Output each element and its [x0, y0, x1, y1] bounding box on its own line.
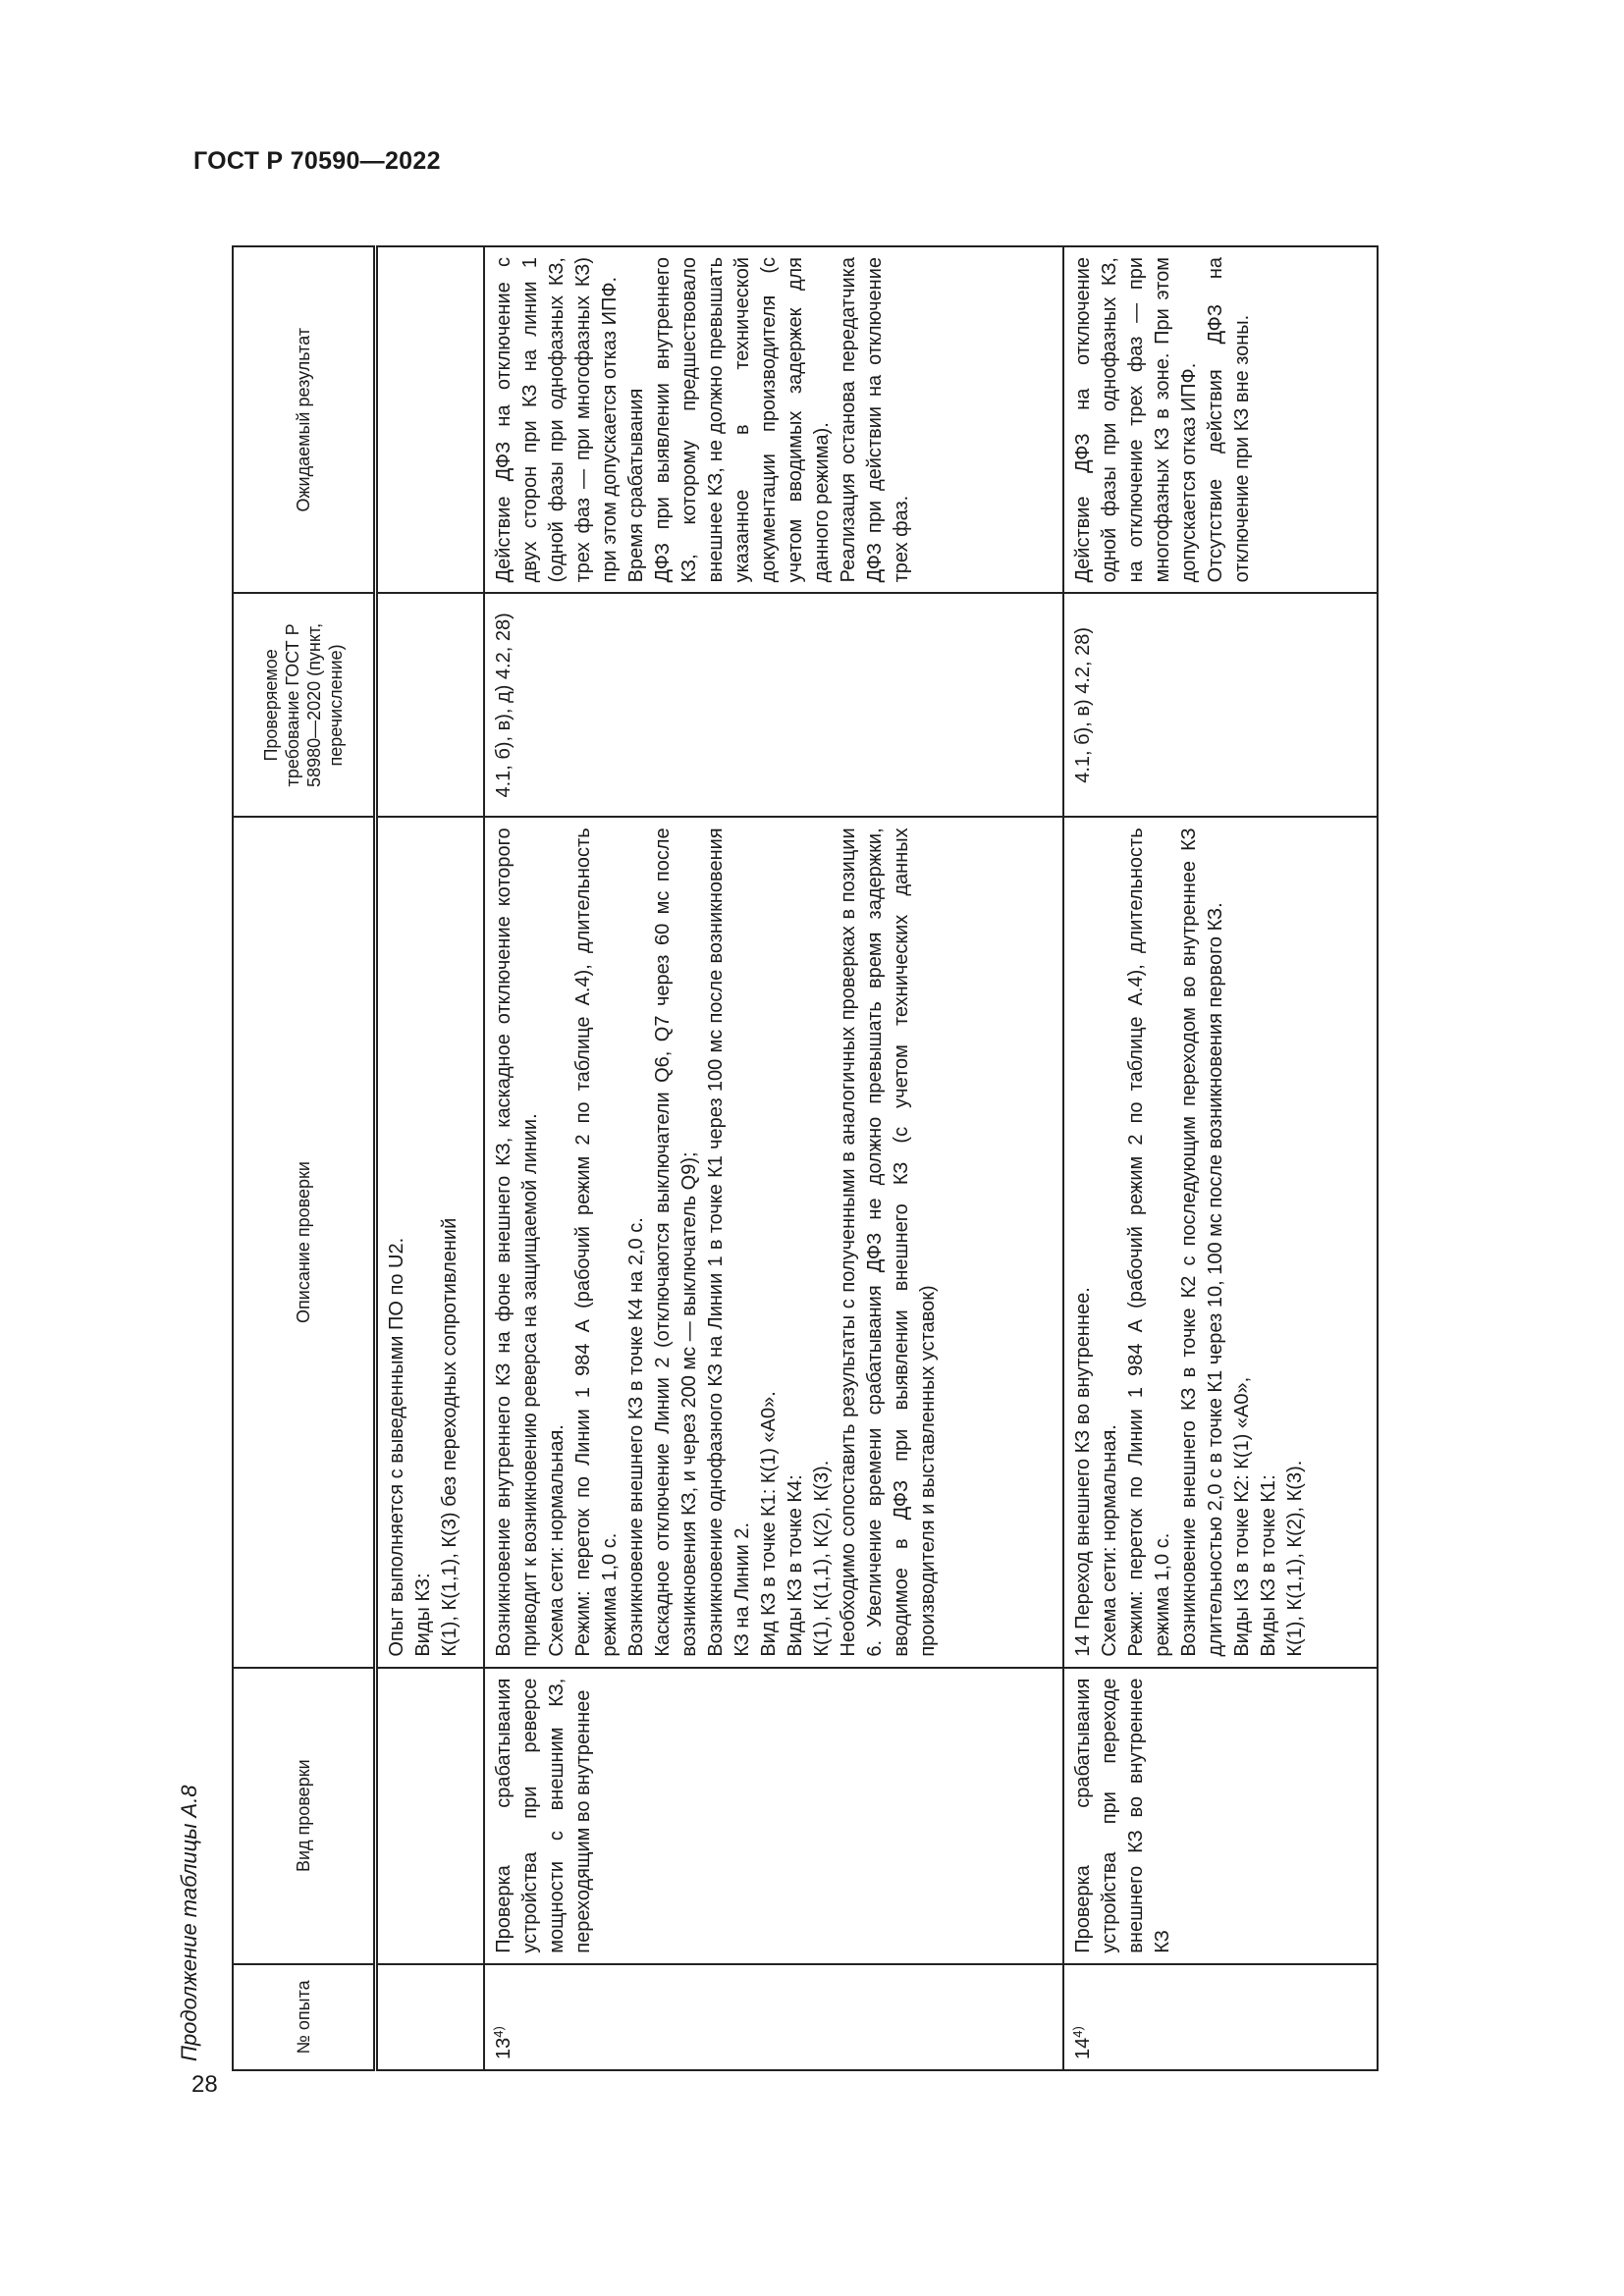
- rotated-page-content: [167, 226, 1345, 2071]
- desc-line: К(1), К(1,1), К(3) без переходных сопротивлений: [439, 1217, 460, 1657]
- desc-line: Вид КЗ в точке К1: К(1) «А0».: [757, 1391, 780, 1657]
- desc-line: Виды КЗ:: [412, 1573, 434, 1657]
- desc-line: Схема сети: нормальная.: [1098, 1424, 1120, 1657]
- desc-line: Виды КЗ в точке К2: К(1) «А0»,: [1230, 1376, 1253, 1657]
- desc-line: Схема сети: нормальная.: [545, 1424, 568, 1657]
- table-row-continuation: [376, 246, 484, 2070]
- result-line: Действие ДФЗ на отключение с двух сторон при КЗ на линии 1 (одной фазы при однофазных КЗ, трех фаз — при многофазных КЗ) при этом допускается отказ ИПФ.: [492, 257, 621, 583]
- desc-line: Каскадное отключение Линии 2 (отключаются выключатели Q6, Q7 через 60 мс после возникновения КЗ, и через 200 мс — выключатель Q9);: [651, 828, 700, 1657]
- cell-num-empty: [376, 1964, 484, 2070]
- table-header-row: [233, 246, 376, 2070]
- col-header-kind: Вид проверки: [233, 1668, 376, 1964]
- desc-line: Виды КЗ в точке К4:: [784, 1474, 806, 1657]
- footnote-ref: 4): [490, 2026, 506, 2038]
- cell-result: [484, 246, 1063, 593]
- footnote-ref: 4): [1069, 2026, 1085, 2038]
- desc-line: Опыт выполняется с выведенными ПО по U2.: [386, 1237, 407, 1657]
- desc-line: Возникновение однофазного КЗ на Линии 1 в точке К1 через 100 мс после возникновения КЗ на Линии 2.: [704, 828, 753, 1657]
- cell-desc: [1063, 817, 1378, 1667]
- col-header-result: Ожидаемый результат: [233, 246, 376, 593]
- result-line: Реализация останова передатчика ДФЗ при действии на отключение трех фаз.: [837, 257, 912, 583]
- table-row-13: [484, 246, 1063, 2070]
- cell-req: 4.1, б), в) 4.2, 28): [1063, 593, 1378, 817]
- cell-num: [1063, 1964, 1378, 2070]
- desc-line: 14 Переход внешнего КЗ во внутреннее.: [1071, 1287, 1094, 1657]
- result-line: ДФЗ при выявлении внутреннего КЗ, которому предшествовало внешнее КЗ, не должно превышать указанное в технической документации производителя (с учетом вводимых задержек для данного режима).: [651, 257, 833, 583]
- desc-line: Возникновение внешнего КЗ в точке К2 с последующим переходом во внутреннее КЗ длительностью 2,0 с в точке К1 через 10, 100 мс после возникновения первого КЗ.: [1177, 828, 1226, 1657]
- cell-kind-empty: [376, 1668, 484, 1964]
- desc-line: Виды КЗ в точке К1:: [1257, 1474, 1279, 1657]
- desc-line: Необходимо сопоставить результаты с полученными в аналогичных проверках в позиции 6. Увеличение времени срабатывания ДФЗ не должно превышать время задержки, вводимое в ДФЗ при выявлении внешнего КЗ (с учетом технических данных производителя и выставленных уставок): [837, 828, 939, 1657]
- desc-line: К(1), К(1,1), К(2), К(3).: [1283, 1460, 1306, 1657]
- result-line: Действие ДФЗ на отключение одной фазы при однофазных КЗ, на отключение трех фаз — при многофазных КЗ в зоне. При этом допускается отказ ИПФ.: [1071, 257, 1200, 583]
- desc-line: Режим: переток по Линии 1 984 А (рабочий режим 2 по таблице А.4), длительность режима 1,0 с.: [571, 828, 621, 1657]
- cell-req-empty: [376, 593, 484, 817]
- col-header-desc: Описание проверки: [233, 817, 376, 1667]
- cell-desc: [376, 817, 484, 1667]
- test-table: [232, 245, 1379, 2071]
- row-number: 13: [492, 2037, 514, 2059]
- page-number: 28: [191, 2071, 218, 2098]
- desc-line: Возникновение внутреннего КЗ на фоне внешнего КЗ, каскадное отключение которого приводит к возникновению реверса на защищаемой линии.: [492, 828, 541, 1657]
- result-line: Время срабатывания: [624, 388, 647, 583]
- cell-kind: Проверка срабатывания устройства при переходе внешнего КЗ во внутреннее КЗ: [1063, 1668, 1378, 1964]
- desc-line: Режим: переток по Линии 1 984 А (рабочий режим 2 по таблице А.4), длительность режима 1,0 с.: [1124, 828, 1173, 1657]
- cell-kind: Проверка срабатывания устройства при реверсе мощности с внешним КЗ, переходящим во внутреннее: [484, 1668, 1063, 1964]
- table-row-14: [1063, 246, 1378, 2070]
- cell-result: [1063, 246, 1378, 593]
- document-title: ГОСТ Р 70590—2022: [193, 147, 441, 175]
- col-header-req: Проверяемое требование ГОСТ Р 58980—2020 (пункт, перечисление): [233, 593, 376, 817]
- cell-req: 4.1, б), в), д) 4.2, 28): [484, 593, 1063, 817]
- desc-line: К(1), К(1,1), К(2), К(3).: [810, 1460, 833, 1657]
- table-caption: Продолжение таблицы А.8: [177, 1785, 201, 2061]
- row-number: 14: [1071, 2037, 1094, 2059]
- col-header-num: № опыта: [233, 1964, 376, 2070]
- cell-num: [484, 1964, 1063, 2070]
- desc-line: Возникновение внешнего КЗ в точке К4 на 2,0 с.: [624, 1217, 647, 1657]
- result-line: Отсутствие действия ДФЗ на отключение при КЗ вне зоны.: [1204, 257, 1253, 583]
- cell-desc: [484, 817, 1063, 1667]
- cell-result-empty: [376, 246, 484, 593]
